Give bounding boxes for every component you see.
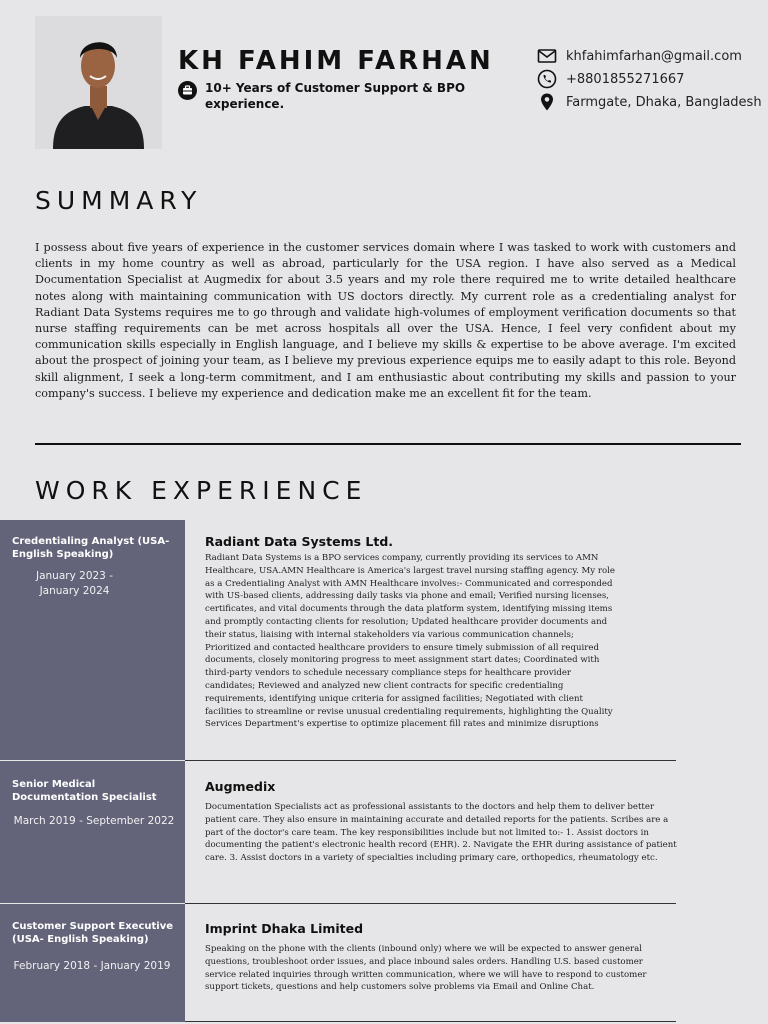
job-role: Senior Medical Documentation Specialist (12, 779, 157, 803)
candidate-name: KH FAHIM FARHAN (178, 46, 494, 76)
work-experience-heading: WORK EXPERIENCE (35, 476, 368, 505)
job-description: Radiant Data Systems is a BPO services company, currently providing its services to AMN Healthcare, USA.AMN Healthcare is America's largest travel nursing staffing agency. My role as a Credentialing Analyst with AMN Healthcare involves:- Communicated and corresponded with US-based clients, addressing daily tasks via phone and email; Verified nursing licenses, certificates, and vital documents through the data platform system, identifying missing items and promptly contacting clients for resolution; Updated healthcare provider documents and their status, liaising with internal stakeholders via various communication channels; Prioritized and contacted healthcare providers to ensure timely submission of all required documents, closely monitoring progress to meet assignment start dates; Coordinated with third-party vendors to schedule necessary compliance steps for healthcare provider candidates; Reviewed and analyzed new client contracts for specific credentialing requirements, identifying unique criteria for assigned facilities; Negotiated with client facilities to streamline or revise unusual credentialing requirements, highlighting the Quality Services Department's expertise to optimize placement fill rates and minimize disruptions (205, 553, 616, 730)
summary-text: I possess about five years of experience in the customer services domain where I was tasked to work with customers and clients in my home country as well as abroad, particularly for the USA region. I have also served as a Medical Documentation Specialist at Augmedix for about 3.5 years and my role there required me to write detailed healthcare notes along with maintaining communication with US doctors directly. My current role as a credentialing analyst for Radiant Data Systems requires me to go through and validate high-volumes of employment verification documents so that nurse staffing requirements can be met across hospitals all over the USA. Hence, I feel very confident about my communication skills especially in English language, and I believe my skills & expertise to be above average. I'm excited about the prospect of joining your team, as I believe my previous experience equips me to easily adapt to this role. Beyond skill alignment, I seek a long-term commitment, and I am enthusiastic about contributing my skills and passion to your company's success. I believe my experience and dedication make me an excellent fit for the team. (35, 241, 736, 400)
phone-text: +8801855271667 (566, 71, 685, 87)
briefcase-icon (178, 81, 197, 100)
job-description: Speaking on the phone with the clients (inbound only) where we will be expected to answer general questions, troubleshoot order issues, and place inbound sales orders. Handling U.S. based customer service related inquiries through written communication, where we will have to respond to customer support tickets, questions and help customers solve problems via Email and Online Chat. (205, 944, 647, 993)
job-dates: January 2023 - (36, 570, 113, 582)
location-text: Farmgate, Dhaka, Bangladesh (566, 94, 762, 110)
job-company: Imprint Dhaka Limited (205, 921, 364, 936)
job-dates-end: January 2024 (39, 585, 110, 597)
job-divider (185, 1021, 676, 1022)
contact-email[interactable] (537, 46, 762, 66)
contact-phone[interactable] (537, 69, 762, 89)
job-role: Credentialing Analyst (USA- English Speaking) (12, 536, 170, 560)
job-role: Customer Support Executive (USA- English Speaking) (12, 921, 173, 945)
location-pin-icon (537, 92, 557, 112)
contact-location (537, 92, 762, 112)
job-divider (185, 760, 676, 761)
job-divider (185, 903, 676, 904)
tagline: 10+ Years of Customer Support & BPO experience. (205, 81, 466, 111)
job-dates: February 2018 - January 2019 (13, 960, 171, 972)
job-company: Augmedix (205, 779, 276, 794)
phone-icon (537, 69, 557, 89)
mail-icon (537, 46, 557, 66)
section-divider (35, 443, 741, 445)
job-dates: March 2019 - September 2022 (13, 815, 175, 827)
email-text: khfahimfarhan@gmail.com (566, 48, 742, 64)
profile-photo (35, 16, 162, 149)
summary-heading: SUMMARY (35, 186, 203, 215)
job-company: Radiant Data Systems Ltd. (205, 534, 394, 549)
job-description: Documentation Specialists act as professional assistants to the doctors and help them to deliver better patient care. They also ensure in maintaining accurate and detailed reports for the patients. Scribes are a part of the doctor's care team. The key responsibilities include but not limited to:- 1. Assist doctors in documenting the patient's electronic health record (EHR). 2. Navigate the EHR during assistance of patient care. 3. Assist doctors in a variety of specialties including primary care, orthopedics, rheumatology etc. (205, 802, 677, 864)
